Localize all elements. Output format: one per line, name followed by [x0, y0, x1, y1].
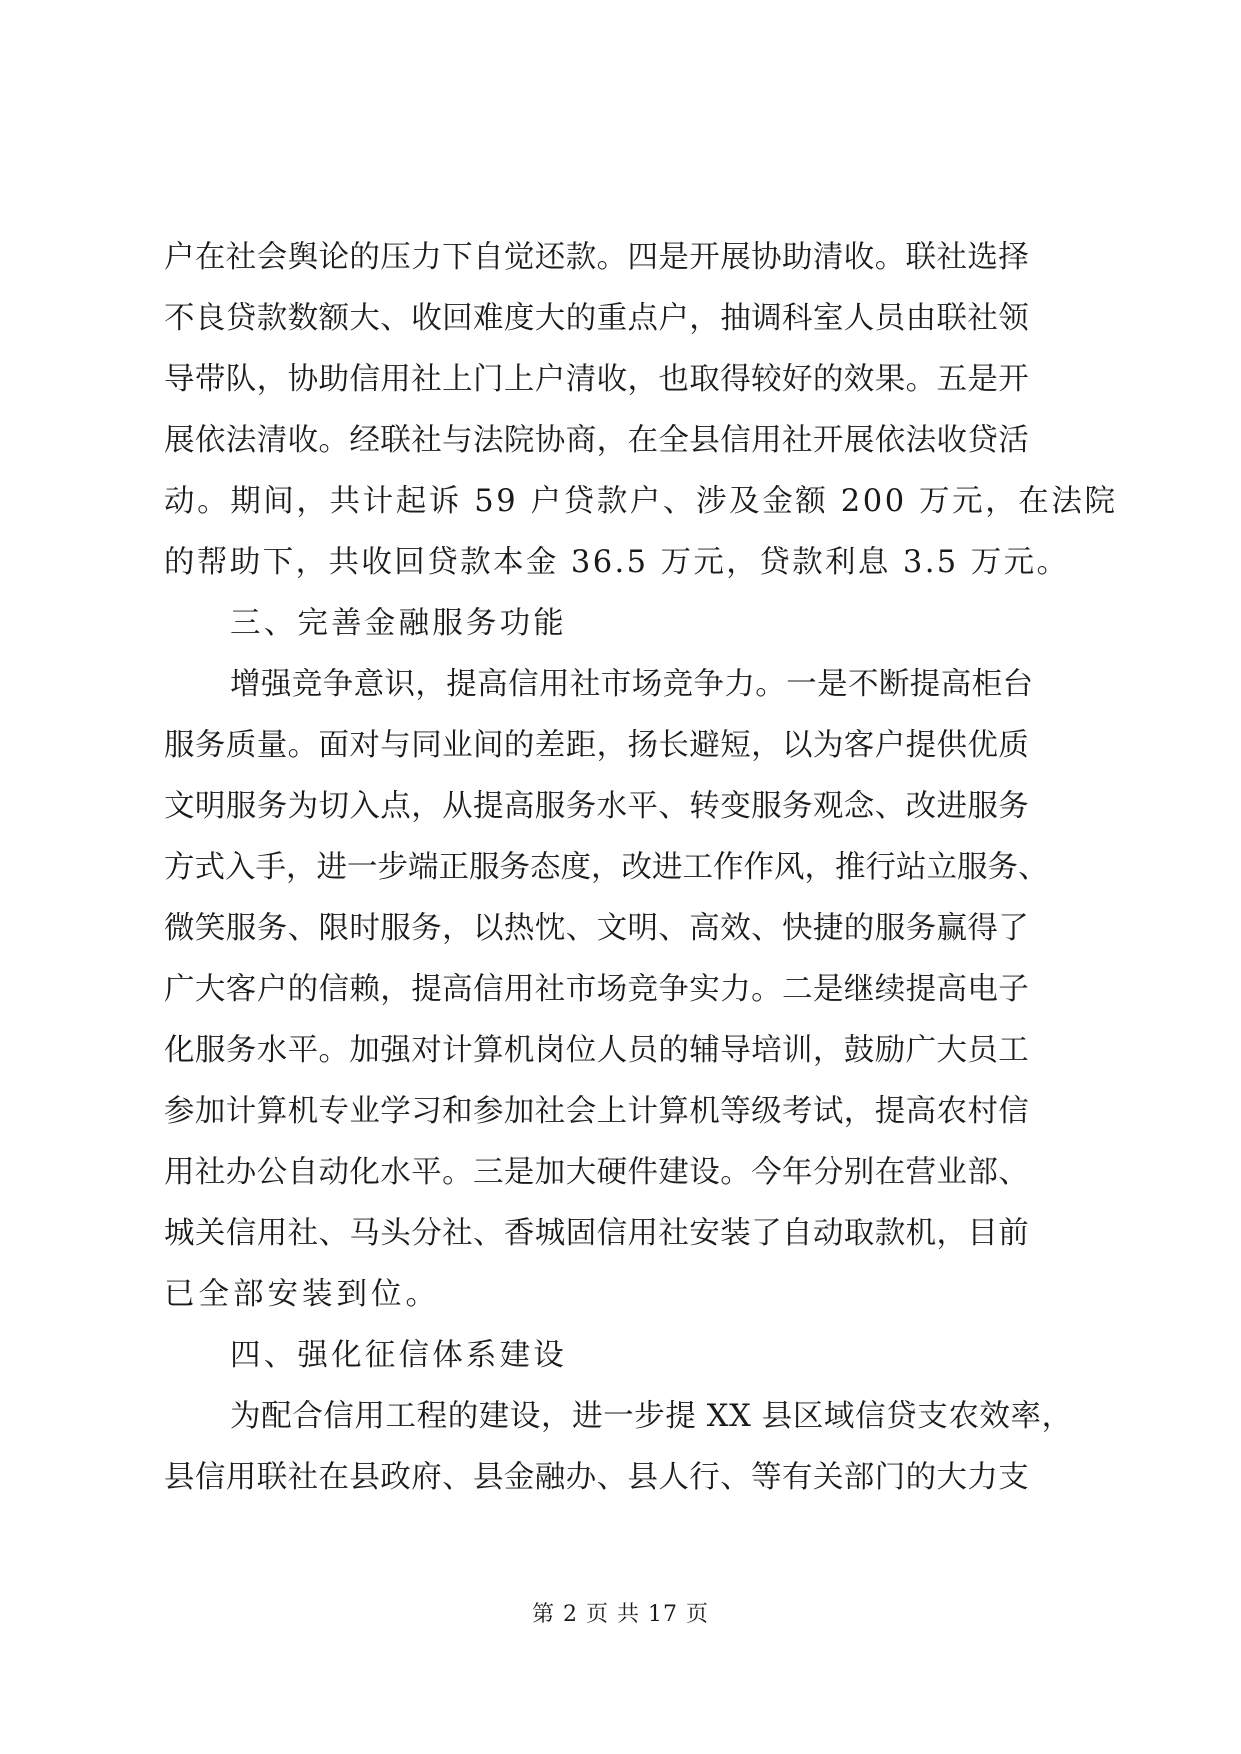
- paragraph-line: 方式入手，进一步端正服务态度，改进工作作风，推行站立服务、: [164, 850, 1049, 885]
- paragraph-line: 广大客户的信赖，提高信用社市场竞争实力。二是继续提高电子: [164, 972, 1030, 1007]
- paragraph-line: 导带队，协助信用社上门上户清收，也取得较好的效果。五是开: [164, 362, 1030, 397]
- paragraph-line: 参加计算机专业学习和参加社会上计算机等级考试，提高农村信: [164, 1094, 1030, 1129]
- paragraph-line: 文明服务为切入点，从提高服务水平、转变服务观念、改进服务: [164, 789, 1030, 824]
- paragraph-line: 动。期间，共计起诉 59 户贷款户、涉及金额 200 万元，在法院: [164, 484, 1118, 519]
- paragraph-line: 不良贷款数额大、收回难度大的重点户，抽调科室人员由联社领: [164, 301, 1030, 336]
- section-heading: 三、完善金融服务功能: [230, 606, 567, 641]
- paragraph-line: 用社办公自动化水平。三是加大硬件建设。今年分别在营业部、: [164, 1155, 1030, 1190]
- paragraph-line: 服务质量。面对与同业间的差距，扬长避短，以为客户提供优质: [164, 728, 1030, 763]
- section-heading: 四、强化征信体系建设: [230, 1338, 567, 1373]
- paragraph-line: 的帮助下，共收回贷款本金 36.5 万元，贷款利息 3.5 万元。: [164, 545, 1070, 580]
- paragraph-line: 为配合信用工程的建设，进一步提 XX 县区域信贷支农效率，: [230, 1399, 1073, 1434]
- paragraph-line: 县信用联社在县政府、县金融办、县人行、等有关部门的大力支: [164, 1460, 1030, 1495]
- paragraph-line: 城关信用社、马头分社、香城固信用社安装了自动取款机，目前: [164, 1216, 1030, 1251]
- paragraph-line: 户在社会舆论的压力下自觉还款。四是开展协助清收。联社选择: [164, 240, 1030, 275]
- paragraph-line: 化服务水平。加强对计算机岗位人员的辅导培训，鼓励广大员工: [164, 1033, 1030, 1068]
- paragraph-line: 微笑服务、限时服务，以热忱、文明、高效、快捷的服务赢得了: [164, 911, 1030, 946]
- document-body: [164, 227, 1118, 1508]
- paragraph-line: 已全部安装到位。: [164, 1277, 440, 1312]
- paragraph-line: 增强竞争意识，提高信用社市场竞争力。一是不断提高柜台: [230, 667, 1034, 702]
- paragraph-line: 展依法清收。经联社与法院协商，在全县信用社开展依法收贷活: [164, 423, 1030, 458]
- page-number-footer: 第 2 页 共 17 页: [532, 1602, 709, 1627]
